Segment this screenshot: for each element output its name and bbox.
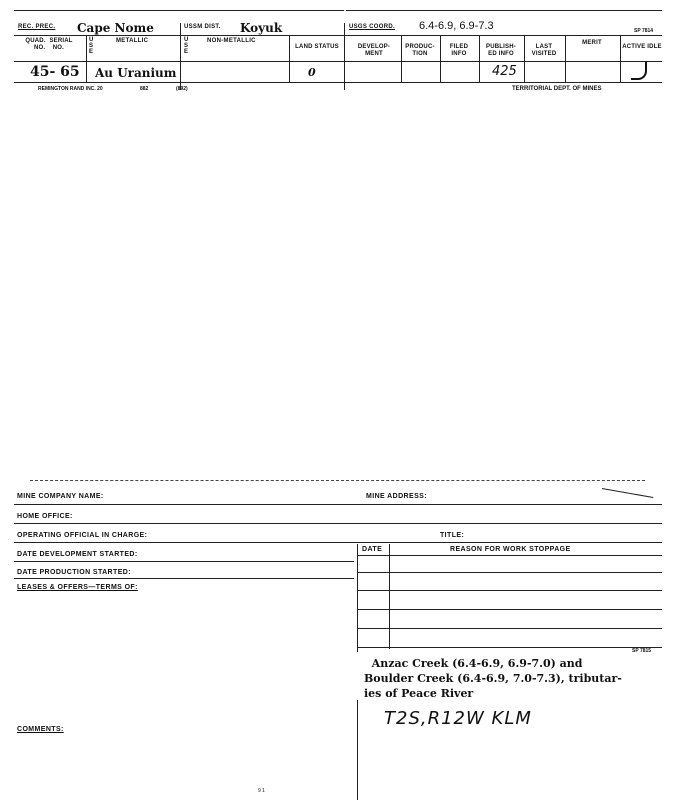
leases-label: LEASES & OFFERS—TERMS OF:: [17, 584, 138, 591]
merit-header: MERIT: [582, 40, 602, 46]
corner-pen-stroke: [602, 488, 653, 498]
last-visited-header: LAST VISITED: [531, 44, 557, 57]
reason-column-header: REASON FOR WORK STOPPAGE: [450, 546, 571, 553]
metallic-value: Au Uranium: [95, 66, 177, 80]
home-office-label: HOME OFFICE:: [17, 513, 73, 520]
mine-address-label: MINE ADDRESS:: [366, 493, 427, 500]
active-idle-mark: [631, 62, 647, 80]
use-letter-s: S: [89, 43, 94, 49]
ussm-dist-value: Koyuk: [240, 21, 283, 35]
use-letters-nonmetallic: [184, 37, 188, 55]
notes-line-3: ies of Peace River: [364, 687, 474, 700]
ussm-dist-label: USSM DIST.: [184, 24, 221, 30]
rec-prec-value: Cape Nome: [77, 21, 154, 35]
quad-no-label: NO.: [33, 45, 46, 51]
land-status-header: LAND STATUS: [295, 44, 339, 50]
form-code-top: SP 7814: [634, 28, 654, 34]
rec-prec-label: REC. PREC.: [18, 24, 56, 30]
page-mark: 9 1: [258, 788, 265, 794]
serial-label: SERIAL: [49, 38, 73, 44]
handwritten-annotation: T2S,R12W KLM: [384, 708, 532, 729]
form-code-bottom: SP 7815: [632, 648, 652, 654]
metallic-header: METALLIC: [116, 38, 149, 44]
mine-company-label: MINE COMPANY NAME:: [17, 493, 104, 500]
published-info-value: 425: [492, 64, 517, 79]
use-letter-u: U: [89, 37, 94, 43]
territorial-dept: TERRITORIAL DEPT. OF MINES: [512, 86, 602, 92]
title-label: TITLE:: [440, 532, 465, 539]
active-idle-header: ACTIVE IDLE: [622, 44, 662, 50]
location-notes: [364, 656, 622, 701]
quad-serial-header: [14, 38, 84, 52]
card-separator: [30, 480, 645, 481]
usgs-coord-value: 6.4-6.9, 6.9-7.3: [419, 20, 494, 32]
quad-label: QUAD.: [25, 38, 46, 44]
date-development-label: DATE DEVELOPMENT STARTED:: [17, 551, 138, 558]
date-production-label: DATE PRODUCTION STARTED:: [17, 569, 131, 576]
filed-info-header: FILED INFO: [449, 44, 469, 57]
use-letter-e: E: [89, 49, 94, 55]
usgs-coord-label: USGS COORD.: [349, 24, 395, 30]
print-code-1: 882: [140, 86, 149, 92]
notes-line-1-text: Anzac Creek (6.4-6.9, 6.9-7.0) and: [371, 657, 583, 670]
notes-line-2: Boulder Creek (6.4-6.9, 7.0-7.3), tributar-: [364, 672, 622, 685]
notes-line-1: [364, 656, 622, 671]
quad-serial-value: 45- 65: [30, 64, 80, 80]
serial-no-label: NO.: [52, 45, 65, 51]
published-info-header: PUBLISH- ED INFO: [486, 44, 516, 57]
operating-official-label: OPERATING OFFICIAL IN CHARGE:: [17, 532, 148, 539]
use-letter-u: U: [184, 37, 189, 43]
development-header: DEVELOP- MENT: [357, 44, 391, 57]
land-status-value: 0: [308, 66, 316, 79]
non-metallic-header: NON-METALLIC: [207, 38, 256, 44]
use-letter-e: E: [184, 49, 189, 55]
use-letter-s: S: [184, 43, 189, 49]
comments-label: COMMENTS:: [17, 726, 64, 733]
printer-imprint: REMINGTON RAND INC. 20: [38, 86, 103, 92]
date-column-header: DATE: [362, 546, 383, 553]
print-code-2: (892): [176, 86, 188, 92]
use-letters-metallic: [89, 37, 93, 55]
production-header: PRODUC- TION: [405, 44, 435, 57]
